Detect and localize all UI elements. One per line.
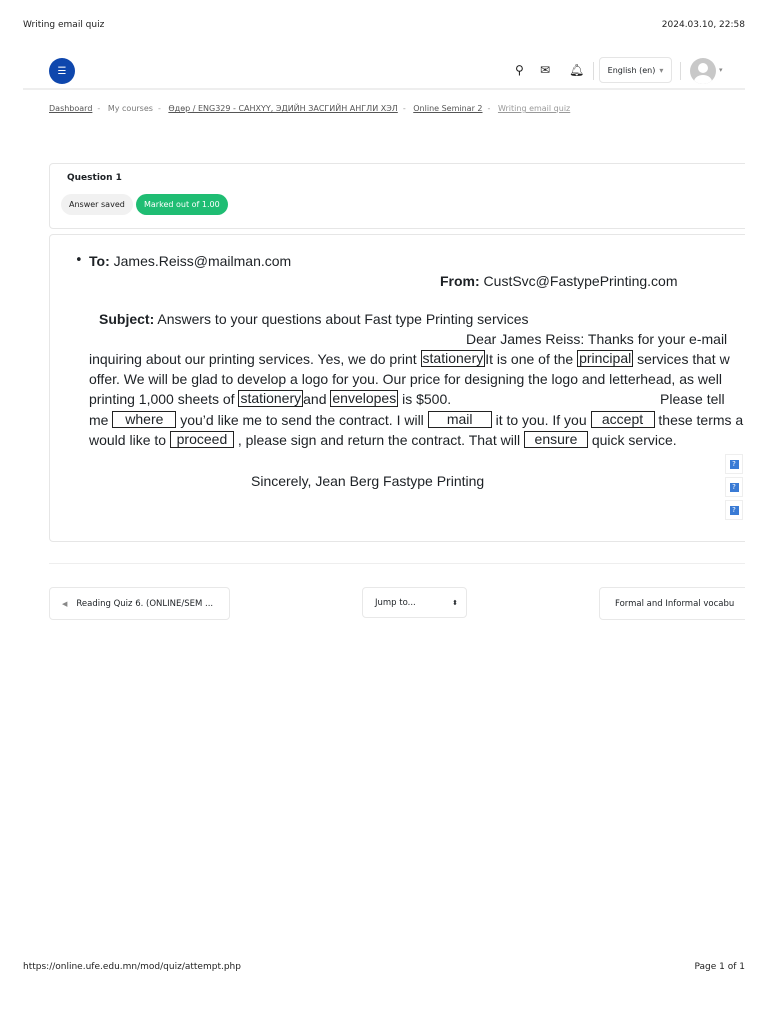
divider [593,62,594,80]
mark-badge: Marked out of 1.00 [136,194,228,215]
email-text: quick service. [587,432,677,448]
print-url: https://online.ufe.edu.mn/mod/quiz/attempt.php [23,962,241,972]
print-page: Page 1 of 1 [694,962,745,972]
email-line [440,272,678,290]
email-text: Answers to your questions about Fast type Printing services [154,311,529,327]
drawer-toggle-icon: ☰ [57,65,67,77]
language-selector[interactable] [599,57,672,83]
email-text: , please sign and return the contract. That will [233,432,524,448]
email-label: Subject: [99,311,155,327]
next-activity-link[interactable] [599,587,745,620]
email-text: printing 1,000 sheets of [89,391,239,407]
email-line [89,390,451,408]
help-icon: ? [730,506,739,515]
language-label: English (en) [607,65,656,75]
answer-dropzone[interactable]: accept [591,411,655,428]
email-text: services that w [633,351,730,367]
email-line [660,390,725,408]
email-text: CustSvc@FastypePrinting.com [479,273,678,289]
divider [680,62,681,80]
print-datetime: 2024.03.10, 22:58 [661,20,745,30]
breadcrumb-my-courses: My courses [107,104,153,113]
caret-down-icon: ▾ [659,65,664,75]
email-line [99,310,529,328]
answer-dropzone[interactable]: principal [579,350,632,366]
answer-dropzone[interactable]: ensure [524,431,588,448]
bell-icon[interactable]: 🔔︎ [569,63,585,77]
help-button[interactable] [725,500,743,520]
email-line [89,350,730,368]
help-button[interactable] [725,477,743,497]
question-title: Question 1 [67,173,122,183]
help-icon: ? [730,460,739,469]
email-text: me [89,412,113,428]
help-icon: ? [730,483,739,492]
answer-dropzone[interactable]: where [112,411,176,428]
caret-left-icon: ◀ [62,599,68,608]
email-line [89,252,291,270]
jump-to-select[interactable] [362,587,467,618]
print-title: Writing email quiz [23,20,105,30]
email-text: these terms a [654,412,744,428]
email-text: Dear James Reiss: Thanks for your e-mail [466,331,728,347]
email-label: From: [440,273,480,289]
answer-dropzone[interactable]: proceed [170,431,234,448]
answer-status-badge: Answer saved [61,194,133,215]
breadcrumb-section[interactable]: Online Seminar 2 [413,104,483,113]
header-divider [23,88,745,90]
email-line [89,370,722,388]
avatar[interactable] [690,58,716,84]
answer-dropzone[interactable]: stationery [422,350,484,366]
email-line [251,472,484,490]
email-line [89,431,677,449]
breadcrumb-current[interactable]: Writing email quiz [497,104,571,113]
bullet: • [75,253,83,268]
drawer-toggle-button[interactable] [49,58,75,84]
prev-activity-link[interactable] [49,587,230,620]
email-text: it to you. If you [491,412,591,428]
answer-dropzone[interactable]: stationery [240,390,302,406]
search-icon[interactable]: ⚲ [515,63,524,77]
email-text: James.Reiss@mailman.com [109,253,292,269]
jump-to-label: Jump to... [375,597,416,608]
breadcrumb-course[interactable]: Өдөр / ENG329 - САНХҮҮ, ЭДИЙН ЗАСГИЙН АНГЛИ ХЭЛ [168,104,398,113]
email-text: you’d like me to send the contract. I will [176,412,428,428]
breadcrumb-dashboard[interactable]: Dashboard [49,104,93,113]
answer-dropzone[interactable]: envelopes [332,390,397,406]
email-line [89,411,743,429]
email-text: would like to [89,432,170,448]
email-text: Please tell [660,391,725,407]
help-button[interactable] [725,454,743,474]
email-text: and [303,391,331,407]
email-text: It is one of the [485,351,578,367]
email-text: Sincerely, Jean Berg Fastype Printing [251,473,485,489]
select-arrows-icon: ⬍ [452,598,458,607]
mail-icon[interactable]: ✉ [540,63,551,77]
user-menu-caret-icon[interactable]: ▾ [719,66,723,74]
email-text: offer. We will be glad to develop a logo for you. Our price for designing the logo and letterhead, as well [89,371,722,387]
breadcrumb: Dashboard - My courses - Өдөр / ENG329 - САНХҮҮ, ЭДИЙН ЗАСГИЙН АНГЛИ ХЭЛ - Online Seminar 2 - Writing email quiz [49,104,571,113]
email-line [466,330,727,348]
prev-activity-label: Reading Quiz 6. (ONLINE/SEM ... [76,598,214,609]
divider [49,563,745,564]
email-text: is $500. [398,391,452,407]
email-label: To: [89,253,110,269]
answer-dropzone[interactable]: mail [428,411,492,428]
next-activity-label: Formal and Informal vocabu [615,598,735,609]
email-text: inquiring about our printing services. Yes, we do print [89,351,421,367]
